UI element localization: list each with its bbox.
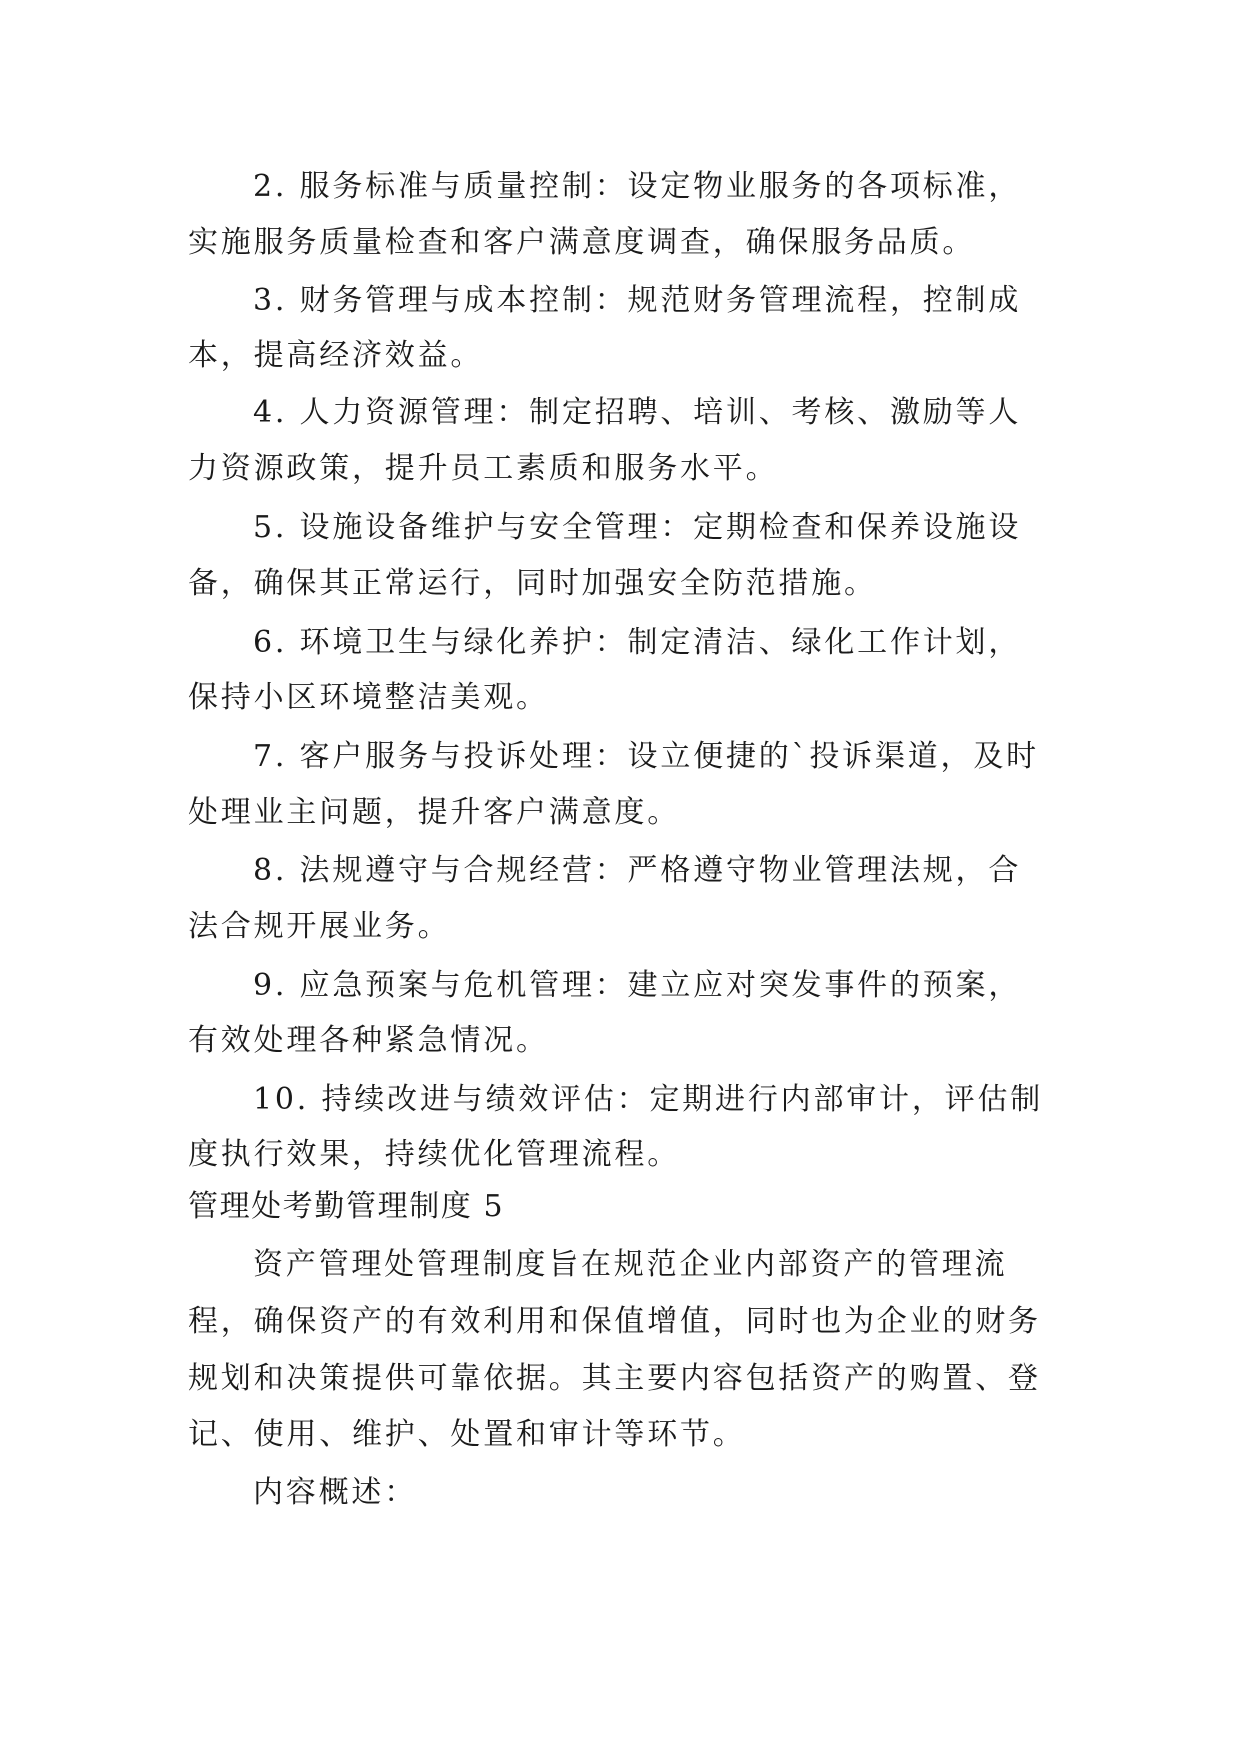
paragraph-line: 8. 法规遵守与合规经营：严格遵守物业管理法规，合 xyxy=(253,853,1022,888)
paragraph-line: 有效处理各种紧急情况。 xyxy=(188,1023,549,1058)
paragraph-line: 10. 持续改进与绩效评估：定期进行内部审计，评估制 xyxy=(253,1082,1044,1117)
paragraph-line: 6. 环境卫生与绿化养护：制定清洁、绿化工作计划， xyxy=(253,625,1022,660)
paragraph-line: 3. 财务管理与成本控制：规范财务管理流程，控制成 xyxy=(253,283,1022,318)
paragraph-line: 实施服务质量检查和客户满意度调查，确保服务品质。 xyxy=(188,225,976,260)
paragraph-line: 7. 客户服务与投诉处理：设立便捷的`投诉渠道，及时 xyxy=(253,739,1039,774)
paragraph-line: 5. 设施设备维护与安全管理：定期检查和保养设施设 xyxy=(253,510,1022,545)
paragraph-line: 9. 应急预案与危机管理：建立应对突发事件的预案， xyxy=(253,968,1022,1003)
paragraph-line: 记、使用、维护、处置和审计等环节。 xyxy=(188,1417,746,1452)
paragraph-line: 内容概述： xyxy=(253,1475,417,1510)
section-heading: 管理处考勤管理制度 5 xyxy=(188,1189,505,1224)
paragraph-line: 力资源政策，提升员工素质和服务水平。 xyxy=(188,451,779,486)
paragraph-line: 2. 服务标准与质量控制：设定物业服务的各项标准， xyxy=(253,169,1022,204)
paragraph-line: 4. 人力资源管理：制定招聘、培训、考核、激励等人 xyxy=(253,395,1022,430)
paragraph-line: 处理业主问题，提升客户满意度。 xyxy=(188,795,680,830)
paragraph-line: 度执行效果，持续优化管理流程。 xyxy=(188,1137,680,1172)
paragraph-line: 本，提高经济效益。 xyxy=(188,338,484,373)
paragraph-line: 法合规开展业务。 xyxy=(188,909,451,944)
paragraph-line: 程，确保资产的有效利用和保值增值，同时也为企业的财务 xyxy=(188,1304,1041,1339)
paragraph-line: 资产管理处管理制度旨在规范企业内部资产的管理流 xyxy=(253,1247,1008,1282)
paragraph-line: 保持小区环境整洁美观。 xyxy=(188,680,549,715)
paragraph-line: 规划和决策提供可靠依据。其主要内容包括资产的购置、登 xyxy=(188,1361,1041,1396)
paragraph-line: 备，确保其正常运行，同时加强安全防范措施。 xyxy=(188,566,877,601)
